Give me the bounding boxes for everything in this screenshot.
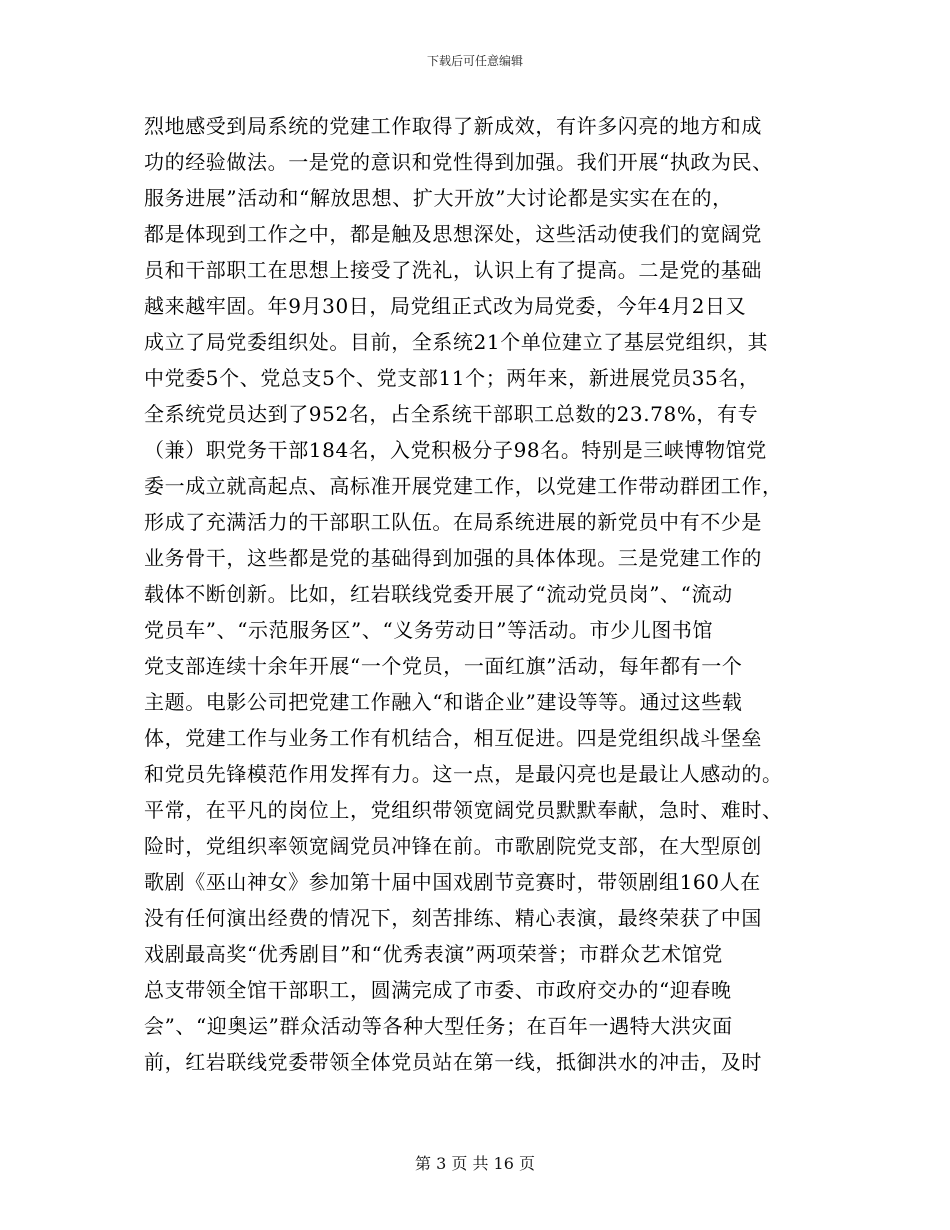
text-line: 前，红岩联线党委带领全体党员站在第一线，抵御洪水的冲击，及时	[144, 1050, 762, 1074]
text-line: 党员车”、“示范服务区”、“义务劳动日”等活动。市少儿图书馆	[144, 618, 714, 642]
text-line: 党支部连续十余年开展“一个党员，一面红旗”活动，每年都有一个	[144, 654, 743, 678]
text-line: 烈地感受到局系统的党建工作取得了新成效，有许多闪亮的地方和成	[144, 114, 762, 138]
text-line: 主题。电影公司把党建工作融入“和谐企业”建设等等。通过这些载	[144, 690, 743, 714]
text-line: 越来越牢固。年9月30日，局党组正式改为局党委，今年4月2日又	[144, 294, 747, 318]
text-line: 歌剧《巫山神女》参加第十届中国戏剧节竞赛时，带领剧组160人在	[144, 870, 761, 894]
text-line: 委一成立就高起点、高标准开展党建工作，以党建工作带动群团工作，	[144, 474, 783, 498]
text-line: （兼）职党务干部184名，入党积极分子98名。特别是三峡博物馆党	[144, 438, 767, 462]
text-line: 平常，在平凡的岗位上，党组织带领宽阔党员默默奉献，急时、难时、	[144, 798, 783, 822]
text-line: 都是体现到工作之中，都是触及思想深处，这些活动使我们的宽阔党	[144, 222, 762, 246]
text-line: 戏剧最高奖“优秀剧目”和“优秀表演”两项荣誉；市群众艺术馆党	[144, 942, 723, 966]
text-line: 成立了局党委组织处。目前，全系统21个单位建立了基层党组织，其	[144, 330, 769, 354]
document-body	[144, 108, 816, 1080]
page-header-note: 下载后可任意编辑	[426, 54, 523, 68]
text-line: 中党委5个、党总支5个、党支部11个；两年来，新进展党员35名，	[144, 366, 760, 390]
text-line: 总支带领全馆干部职工，圆满完成了市委、市政府交办的“迎春晚	[144, 978, 732, 1002]
text-line: 全系统党员达到了952名，占全系统干部职工总数的23.78%，有专	[144, 402, 759, 426]
text-line: 员和干部职工在思想上接受了洗礼，认识上有了提高。二是党的基础	[144, 258, 762, 282]
text-line: 会”、“迎奥运”群众活动等各种大型任务；在百年一遇特大洪灾面	[144, 1014, 733, 1038]
text-line: 和党员先锋模范作用发挥有力。这一点，是最闪亮也是最让人感动的。	[144, 762, 783, 786]
text-line: 服务进展”活动和“解放思想、扩大开放”大讨论都是实实在在的，	[144, 186, 733, 210]
text-line: 体，党建工作与业务工作有机结合，相互促进。四是党组织战斗堡垒	[144, 726, 762, 750]
text-line: 险时，党组织率领宽阔党员冲锋在前。市歌剧院党支部，在大型原创	[144, 834, 762, 858]
page-number-footer: 第 3 页 共 16 页	[415, 1154, 535, 1173]
text-line: 功的经验做法。一是党的意识和党性得到加强。我们开展“执政为民、	[144, 150, 773, 174]
text-line: 载体不断创新。比如，红岩联线党委开展了“流动党员岗”、“流动	[144, 582, 733, 606]
text-line: 形成了充满活力的干部职工队伍。在局系统进展的新党员中有不少是	[144, 510, 762, 534]
text-line: 没有任何演出经费的情况下，刻苦排练、精心表演，最终荣获了中国	[144, 906, 762, 930]
text-line: 业务骨干，这些都是党的基础得到加强的具体体现。三是党建工作的	[144, 546, 762, 570]
